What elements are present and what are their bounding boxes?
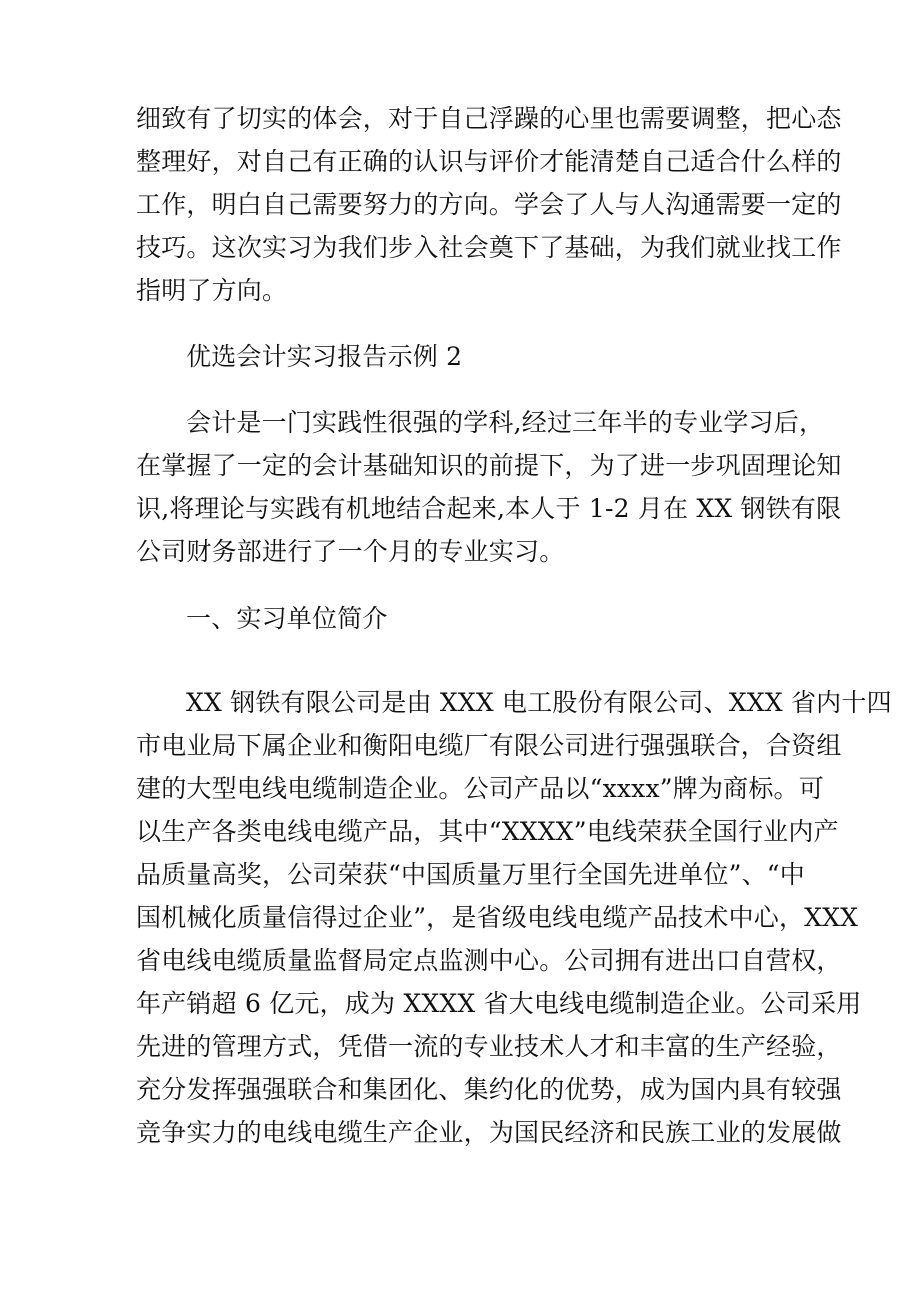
paragraph-line: 省电线电缆质量监督局定点监测中心。公司拥有进出口自营权， <box>136 946 842 975</box>
paragraph-line: 整理好，对自己有正确的认识与评价才能清楚自己适合什么样的 <box>136 147 842 176</box>
paragraph-line: XX 钢铁有限公司是由 XXX 电工股份有限公司、XXX 省内十四 <box>186 688 892 717</box>
paragraph-line: 技巧。这次实习为我们步入社会奠下了基础，为我们就业找工作 <box>136 233 842 262</box>
paragraph-line: 竞争实力的电线电缆生产企业，为国民经济和民族工业的发展做 <box>136 1118 842 1147</box>
paragraph-line: 年产销超 6 亿元，成为 XXXX 省大电线电缆制造企业。公司采用 <box>136 989 862 1018</box>
paragraph-line: 公司财务部进行了一个月的专业实习。 <box>136 537 565 566</box>
paragraph-line: 会计是一门实践性很强的学科,经过三年半的专业学习后， <box>186 408 825 437</box>
paragraph-line: 建的大型电线电缆制造企业。公司产品以“xxxx”牌为商标。可 <box>136 774 824 803</box>
paragraph-line: 指明了方向。 <box>136 276 288 305</box>
paragraph-line: 市电业局下属企业和衡阳电缆厂有限公司进行强强联合，合资组 <box>136 731 842 760</box>
paragraph-line: 在掌握了一定的会计基础知识的前提下，为了进一步巩固理论知 <box>136 451 842 480</box>
paragraph-line: 工作，明白自己需要努力的方向。学会了人与人沟通需要一定的 <box>136 190 842 219</box>
paragraph-line: 品质量高奖，公司荣获“中国质量万里行全国先进单位”、“中 <box>136 860 805 889</box>
section-title: 优选会计实习报告示例 2 <box>186 342 463 371</box>
section-heading: 一、实习单位简介 <box>186 604 388 633</box>
paragraph-line: 国机械化质量信得过企业”，是省级电线电缆产品技术中心，XXX <box>136 903 859 932</box>
paragraph-line: 先进的管理方式，凭借一流的专业技术人才和丰富的生产经验， <box>136 1032 842 1061</box>
paragraph-line: 充分发挥强强联合和集团化、集约化的优势，成为国内具有较强 <box>136 1075 842 1104</box>
paragraph-line: 细致有了切实的体会，对于自己浮躁的心里也需要调整，把心态 <box>136 104 842 133</box>
paragraph-line: 以生产各类电线电缆产品，其中“XXXX”电线荣获全国行业内产 <box>136 817 839 846</box>
paragraph-line: 识,将理论与实践有机地结合起来,本人于 1-2 月在 XX 钢铁有限 <box>136 494 842 523</box>
